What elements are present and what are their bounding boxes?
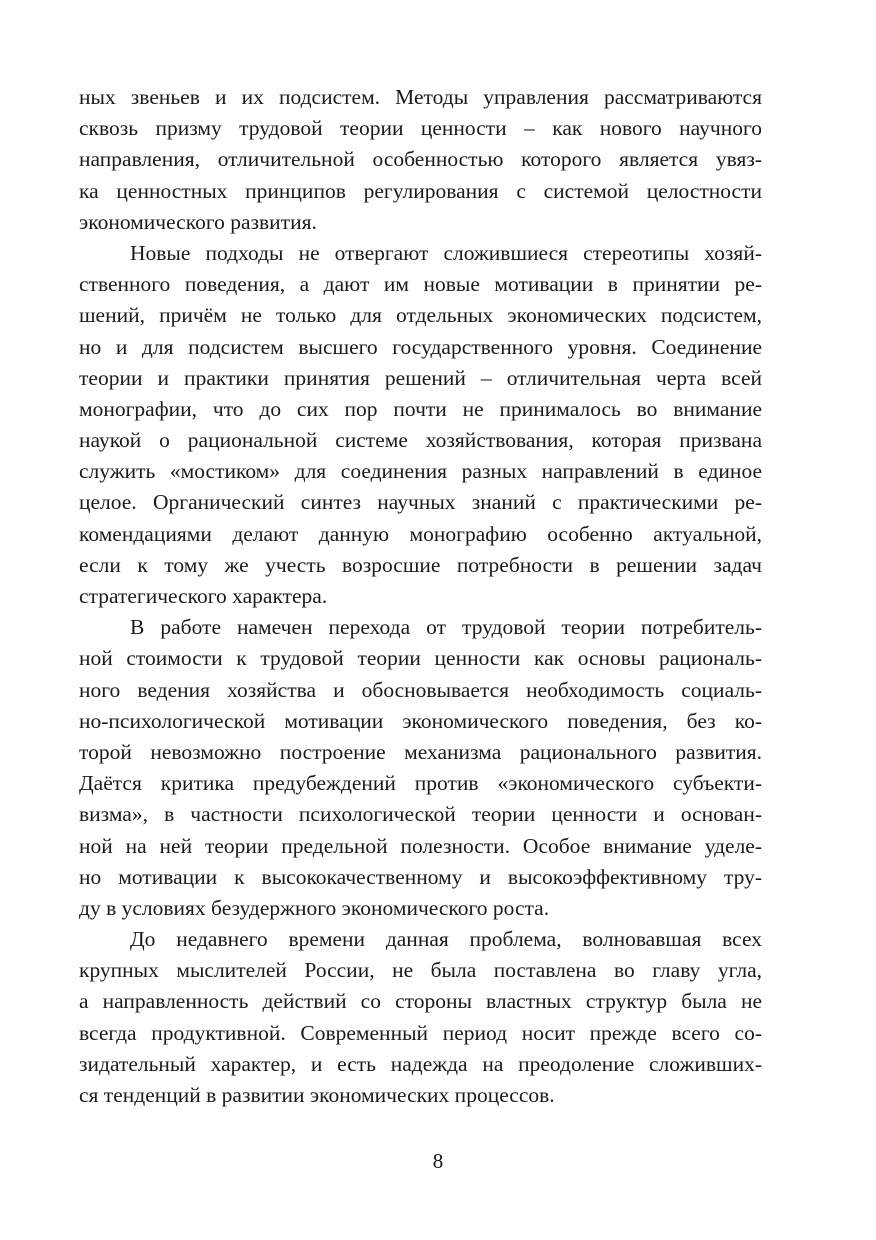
text-line: а направленность действий со стороны властных структур была не — [79, 989, 762, 1014]
paragraph — [79, 238, 762, 612]
paragraph — [79, 924, 762, 1111]
paragraph — [79, 612, 762, 924]
text-line: ственного поведения, а дают им новые мотивации в принятии ре- — [79, 272, 762, 297]
text-line: Новые подходы не отвергают сложившиеся стереотипы хозяй- — [130, 240, 762, 265]
text-line: но мотивации к высококачественному и высокоэффективному тру- — [79, 864, 762, 889]
text-line: ной на ней теории предельной полезности. Особое внимание уделе- — [79, 833, 762, 858]
text-line: теории и практики принятия решений – отличительная черта всей — [79, 365, 762, 390]
text-line: ду в условиях безудержного экономического роста. — [79, 895, 550, 920]
body-text — [79, 82, 762, 1111]
text-line: служить «мостиком» для соединения разных направлений в единое — [79, 459, 762, 484]
text-line: всегда продуктивной. Современный период носит прежде всего со- — [79, 1020, 762, 1045]
text-line: ных звеньев и их подсистем. Методы управления рассматриваются — [79, 85, 762, 109]
text-line: ся тенденций в развитии экономических процессов. — [79, 1083, 555, 1107]
text-line: крупных мыслителей России, не была поставлена во главу угла, — [79, 958, 762, 983]
text-line: шений, причём не только для отдельных экономических подсистем, — [79, 303, 762, 328]
text-line: целое. Органический синтез научных знаний с практическими ре- — [79, 490, 762, 515]
text-line: В работе намечен перехода от трудовой теории потребитель- — [130, 615, 762, 640]
text-line: Даётся критика предубеждений против «экономического субъекти- — [79, 771, 762, 796]
text-line: До недавнего времени данная проблема, волновавшая всех — [130, 927, 762, 952]
text-line: сквозь призму трудовой теории ценности – как нового научного — [79, 116, 762, 141]
text-line: если к тому же учесть возросшие потребности в решении задач — [79, 552, 762, 577]
text-line: но-психологической мотивации экономического поведения, без ко- — [79, 708, 762, 733]
text-line: ка ценностных принципов регулирования с системой целостности — [79, 178, 762, 203]
text-line: но и для подсистем высшего государственного уровня. Соединение — [79, 334, 762, 359]
text-line: визма», в частности психологической теории ценности и основан- — [79, 802, 762, 827]
paragraph — [79, 82, 762, 238]
text-line: стратегического характера. — [79, 584, 328, 608]
text-line: экономического развития. — [79, 209, 317, 234]
text-line: торой невозможно построение механизма рационального развития. — [79, 739, 762, 764]
text-line: комендациями делают данную монографию особенно актуальной, — [79, 521, 762, 546]
text-line: направления, отличительной особенностью которого является увяз- — [79, 147, 762, 172]
text-line: монографии, что до сих пор почти не принималось во внимание — [79, 396, 762, 421]
text-line: наукой о рациональной системе хозяйствования, которая призвана — [79, 428, 762, 453]
text-line: зидательный характер, и есть надежда на преодоление сложивших- — [79, 1051, 762, 1076]
text-line: ного ведения хозяйства и обосновывается необходимость социаль- — [79, 677, 762, 702]
text-line: ной стоимости к трудовой теории ценности как основы рациональ- — [79, 646, 762, 671]
page-number: 8 — [432, 1149, 444, 1173]
